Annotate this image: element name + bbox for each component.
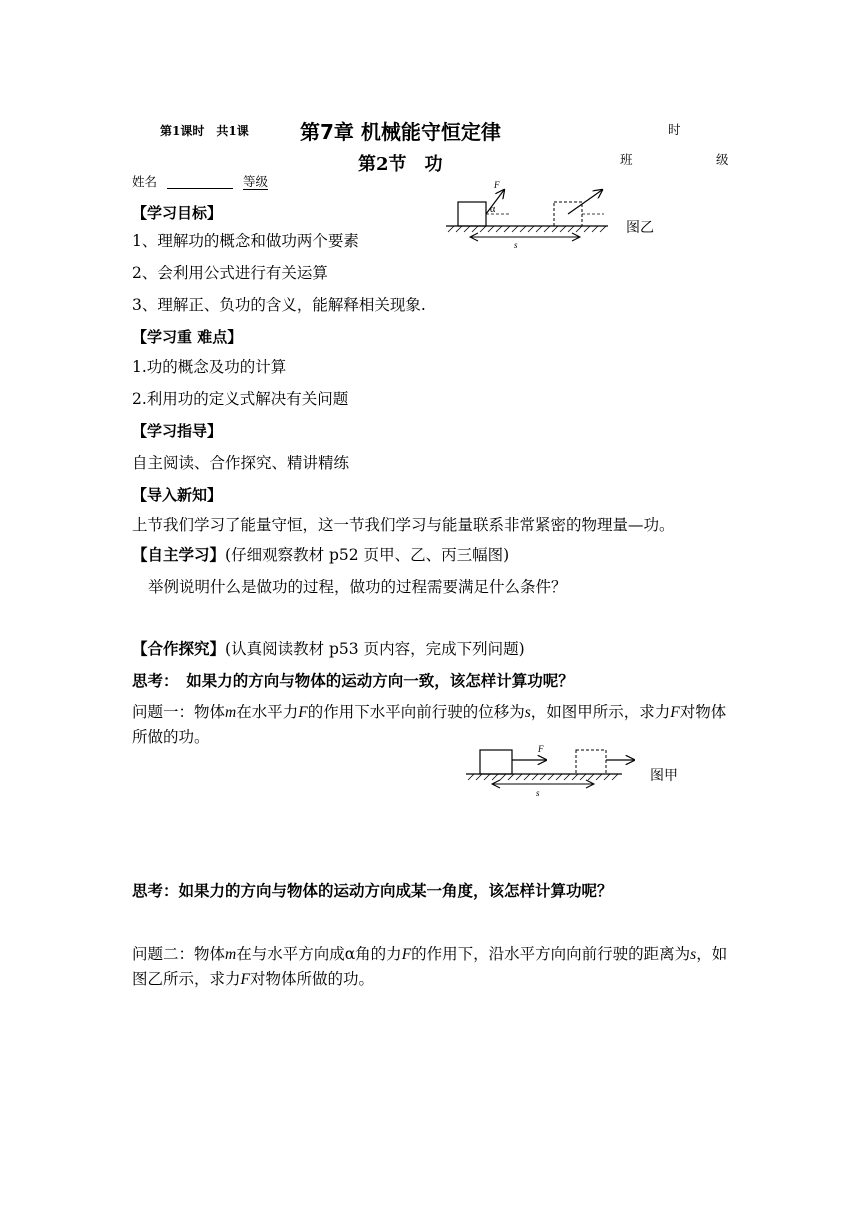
var-s: s (690, 946, 697, 963)
keypoints-heading: 【学习重 难点】 (132, 328, 243, 346)
guidance-text: 自主阅读、合作探究、精讲精练 (132, 454, 350, 472)
var-f: F (670, 704, 680, 721)
force-label: F (538, 744, 544, 754)
problem-text: 在与水平方向成α角的力 (236, 945, 402, 963)
class-label-2: 级 (716, 152, 729, 167)
self-study-note: (仔细观察教材 p52 页甲、乙、丙三幅图) (225, 546, 510, 564)
think-question-2: 思考：如果力的方向与物体的运动方向成某一角度，该怎样计算功呢？ (132, 881, 613, 900)
lesson-info: 第1课时 共1课 (160, 124, 249, 138)
cooperation-heading: 【合作探究】 (132, 639, 226, 658)
problem-text: 的作用下水平向前行驶的位移为 (307, 703, 525, 721)
objective-item: 3、理解正、负功的含义，能解释相关现象. (132, 296, 426, 314)
intro-text: 上节我们学习了能量守恒，这一节我们学习与能量联系非常紧密的物理量—功。 (132, 516, 675, 534)
guidance-heading: 【学习指导】 (132, 422, 223, 440)
force-label: F (494, 180, 500, 190)
var-m: m (225, 946, 237, 963)
objective-item: 1、理解功的概念和做功两个要素 (132, 232, 359, 250)
var-f: F (298, 704, 308, 721)
name-label: 姓名 (132, 174, 158, 189)
problem-text: 对物体所做的功。 (249, 970, 374, 988)
figure-a (462, 740, 702, 800)
problem-text: 问题一：物体 (132, 703, 226, 721)
self-study-question: 举例说明什么是做功的过程，做功的过程需要满足什么条件？ (148, 578, 567, 596)
name-field (132, 172, 268, 190)
cooperation-note: (认真阅读教材 p53 页内容，完成下列问题) (225, 640, 525, 658)
fig-b-caption: 图乙 (626, 220, 654, 236)
problem-text: 问题二：物体 (132, 945, 226, 963)
keypoint-item: 2.利用功的定义式解决有关问题 (132, 390, 349, 408)
var-s: s (524, 704, 531, 721)
var-f: F (401, 946, 412, 963)
grade-label: 等级 (242, 174, 268, 189)
disp-label: s (536, 788, 540, 798)
problem-text: 在水平力 (236, 703, 299, 721)
section-title: 第2节 功 (358, 154, 443, 175)
fig-a-caption: 图甲 (650, 768, 678, 784)
angle-label: α (490, 204, 496, 215)
problem-text: 对物体所做的功。 (132, 703, 727, 746)
problem-two (132, 942, 732, 992)
var-f: F (240, 971, 250, 988)
self-study-line (132, 544, 509, 566)
objectives-heading: 【学习目标】 (132, 204, 223, 222)
time-label: 时 (668, 122, 681, 137)
figure-b (440, 182, 670, 252)
disp-label: s (514, 240, 518, 250)
cooperation-line (132, 638, 525, 660)
chapter-title: 第7章 机械能守恒定律 (300, 120, 501, 144)
var-m: m (225, 704, 237, 721)
keypoint-item: 1.功的概念及功的计算 (132, 358, 287, 376)
think-question-1: 思考： 如果力的方向与物体的运动方向一致，该怎样计算功呢？ (132, 671, 574, 690)
name-blank (167, 176, 233, 189)
problem-text: 的作用下，沿水平方向向前行驶的距离为 (411, 945, 691, 963)
intro-heading: 【导入新知】 (132, 486, 223, 504)
objective-item: 2、会利用公式进行有关运算 (132, 264, 328, 282)
problem-text: ，如图甲所示，求力 (530, 703, 671, 721)
class-label-1: 班 (620, 152, 633, 167)
self-study-heading: 【自主学习】 (132, 545, 226, 564)
problem-text: ，如图乙所示，求力 (132, 945, 728, 988)
